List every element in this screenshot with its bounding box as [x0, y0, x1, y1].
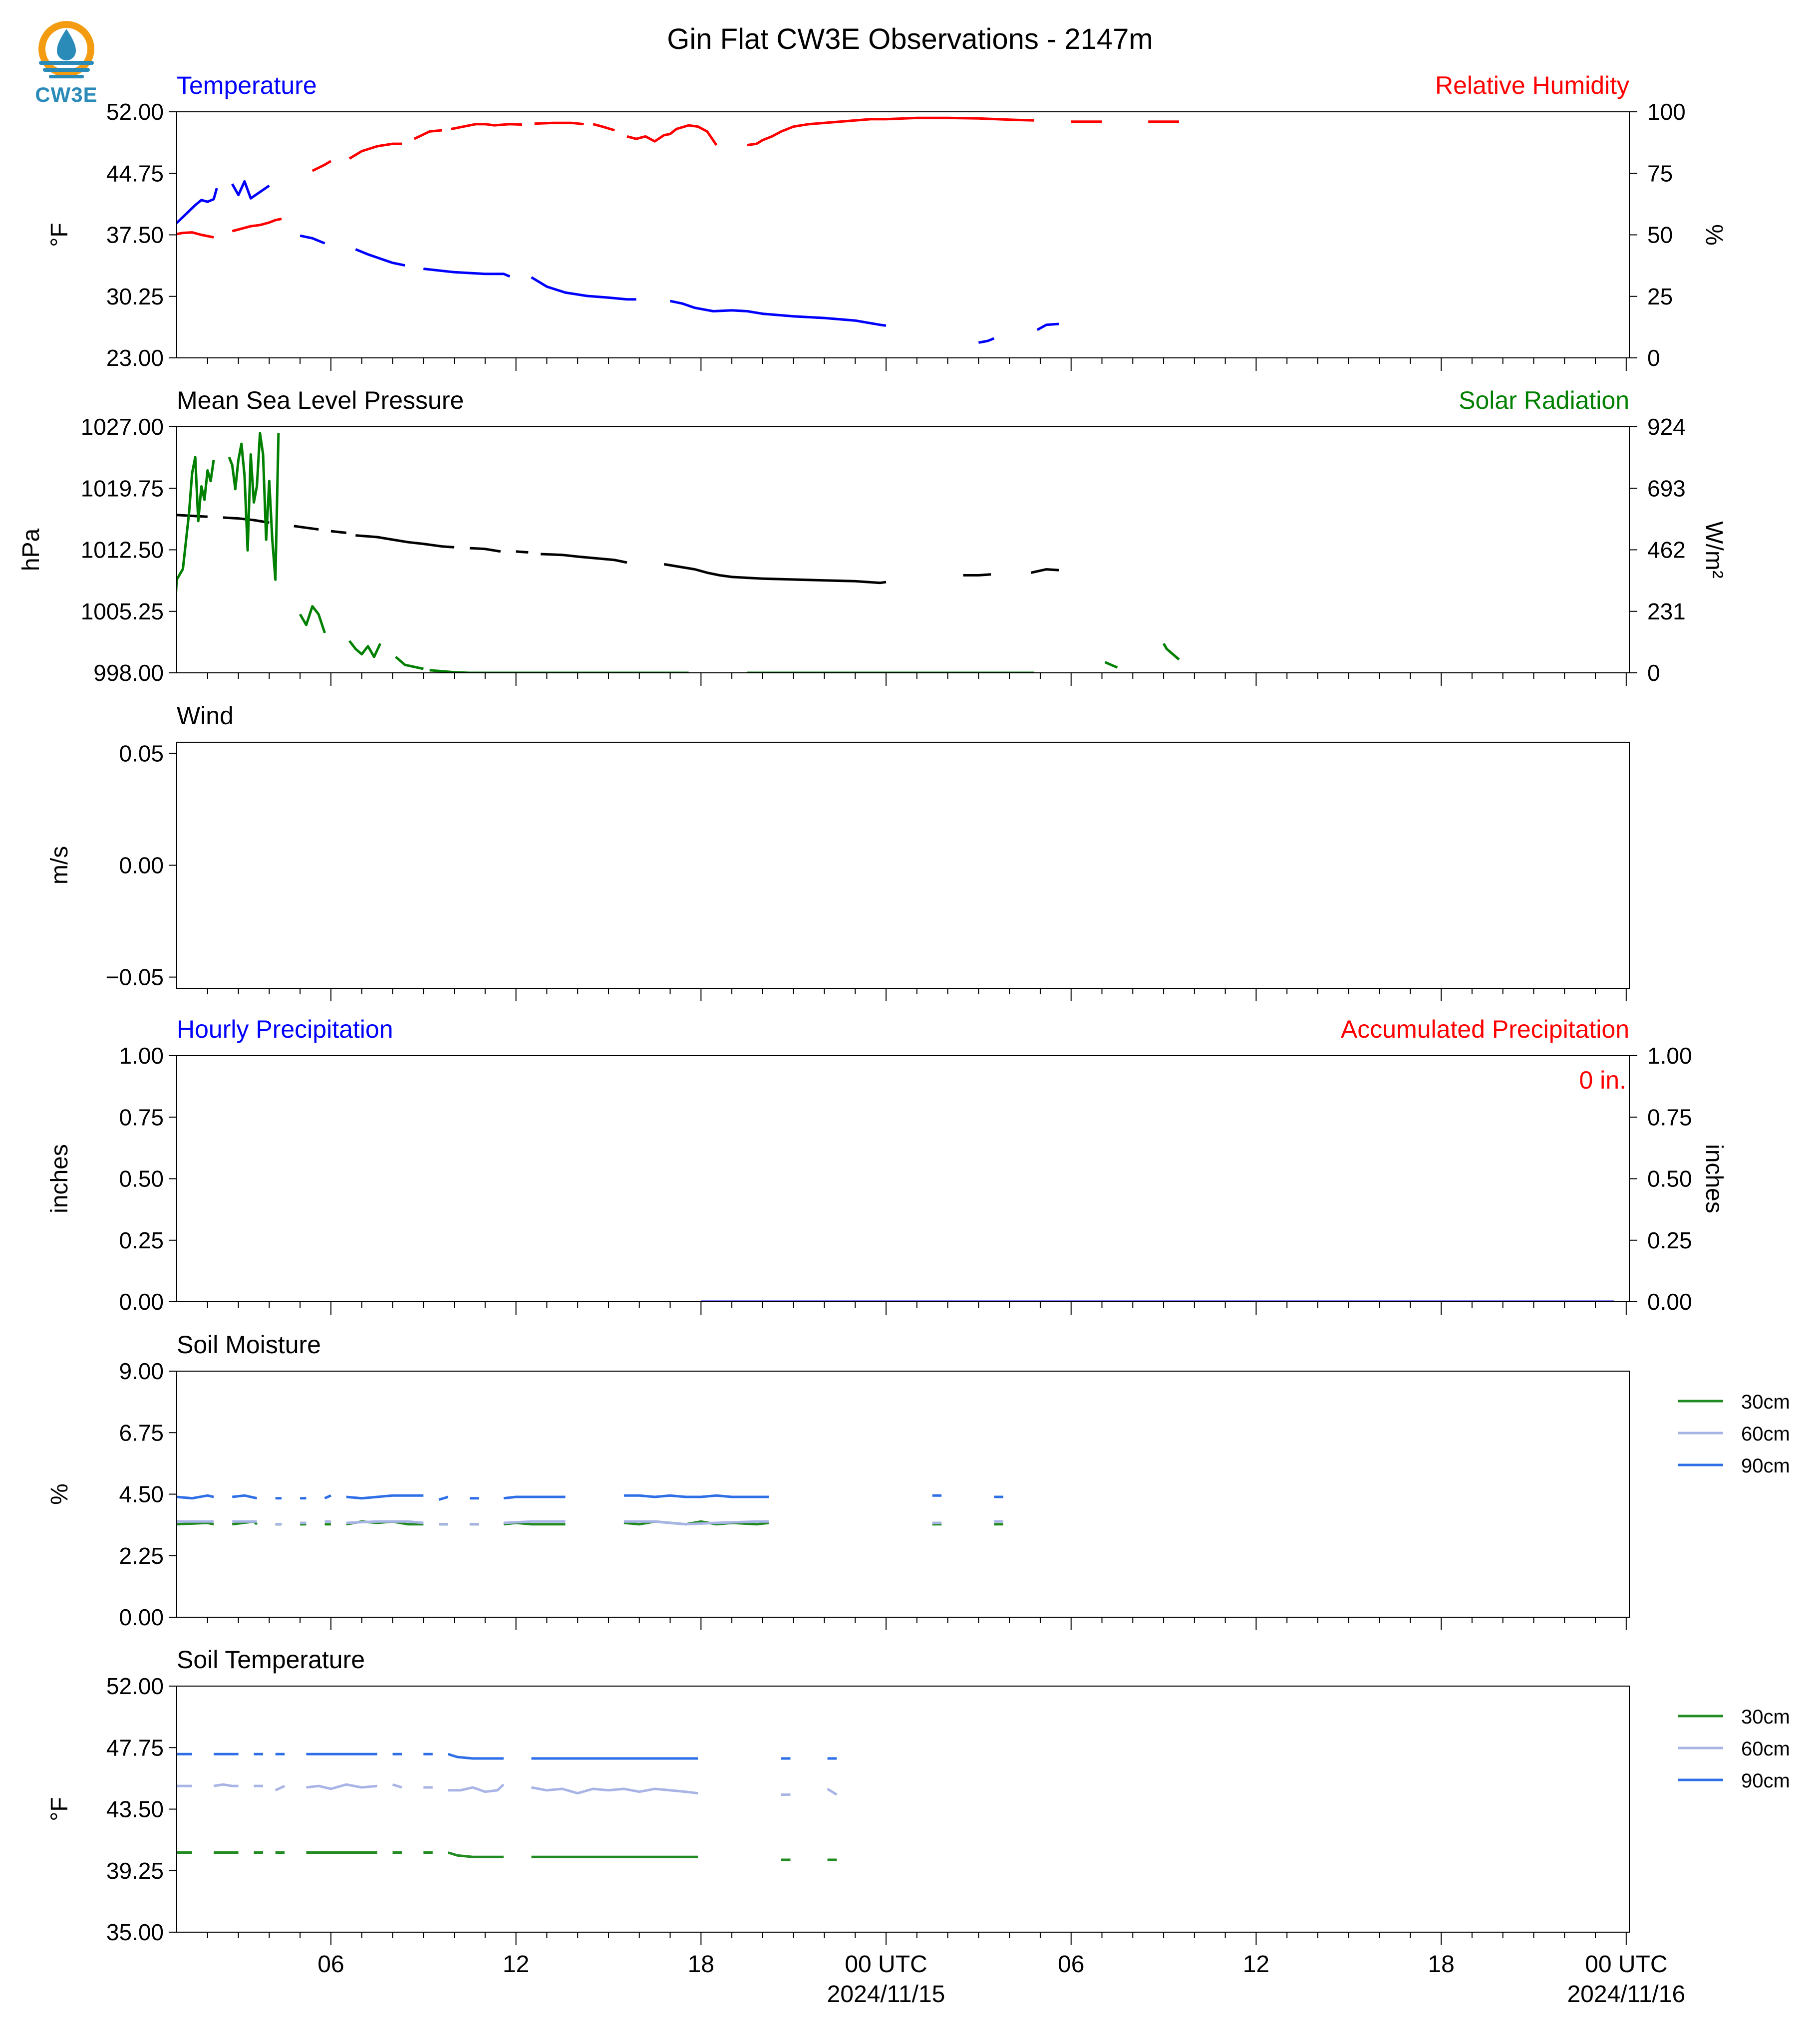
x-tick-label: 00 UTC: [1585, 1951, 1668, 1978]
y-tick-label: 39.25: [106, 1857, 164, 1884]
plot-frame: [177, 742, 1629, 988]
series-line-90cm-1: [232, 1495, 257, 1498]
y-right-tick-label: 25: [1647, 283, 1673, 309]
x-tick-label: 06: [317, 1951, 344, 1978]
y-tick-label: 2.25: [119, 1542, 164, 1569]
y-right-tick-label: 75: [1647, 160, 1673, 187]
y-tick-label: 0.00: [119, 1289, 164, 1315]
y-tick-label: 37.50: [106, 222, 164, 248]
legend-label: 30cm: [1741, 1706, 1790, 1728]
y-tick-label: 0.00: [119, 852, 164, 878]
series-line-60cm-10: [828, 1789, 837, 1795]
y-tick-label: 0.05: [119, 740, 164, 767]
y-tick-label: 1.00: [119, 1043, 164, 1069]
legend-label: 60cm: [1741, 1738, 1790, 1760]
y-axis-label: °F: [46, 223, 73, 247]
x-tick-label: 00 UTC: [845, 1951, 927, 1978]
y-right-tick-label: 0.25: [1647, 1227, 1692, 1253]
series-line-60cm-7: [448, 1784, 504, 1792]
series-line-s1-2: [300, 606, 325, 633]
series-line-s1-5: [451, 124, 522, 129]
y-tick-label: 9.00: [119, 1358, 164, 1384]
y-tick-label: 52.00: [106, 1673, 164, 1699]
panel-title-right: Relative Humidity: [1435, 71, 1629, 99]
series-line-s1-7: [1105, 662, 1118, 668]
legend-label: 90cm: [1741, 1455, 1790, 1477]
series-line-60cm-5: [393, 1784, 402, 1787]
legend-label: 30cm: [1741, 1391, 1790, 1413]
y-right-tick-label: 0.50: [1647, 1165, 1692, 1192]
series-line-s0-5: [532, 278, 636, 299]
series-line-30cm-0: [146, 1523, 214, 1524]
panel-3: [46, 702, 1629, 1001]
y-right-tick-label: 0.75: [1647, 1104, 1692, 1131]
series-line-90cm-7: [448, 1754, 504, 1758]
y-tick-label: 1019.75: [80, 475, 164, 502]
x-tick-label: 12: [1242, 1951, 1270, 1978]
panel-5: [46, 1331, 1790, 1630]
y-right-tick-label: 100: [1647, 99, 1686, 125]
series-line-90cm-5: [346, 1495, 424, 1498]
series-line-s1-2: [312, 161, 331, 171]
y-tick-label: 23.00: [106, 345, 164, 371]
y-right-tick-label: 1.00: [1647, 1043, 1692, 1069]
panel-title-right: Solar Radiation: [1459, 386, 1629, 414]
panel-4: [46, 1015, 1727, 1315]
series-line-s0-6: [516, 552, 529, 553]
y-tick-label: 52.00: [106, 99, 164, 125]
series-line-s1-9: [747, 118, 1034, 145]
legend-label: 60cm: [1741, 1423, 1790, 1445]
y-tick-label: 6.75: [119, 1420, 164, 1446]
panel-1: [46, 71, 1727, 371]
panel-title-left: Hourly Precipitation: [177, 1015, 393, 1043]
y-tick-label: 44.75: [106, 160, 164, 187]
series-line-90cm-4: [325, 1495, 331, 1498]
plot-frame: [177, 1686, 1629, 1932]
x-date-label: 2024/11/16: [1567, 1981, 1686, 2008]
y-tick-label: 0.00: [119, 1604, 164, 1630]
series-line-60cm-3: [276, 1786, 285, 1790]
series-line-s1-4: [396, 657, 424, 669]
y-tick-label: −0.05: [105, 964, 164, 990]
y-tick-label: 30.25: [106, 283, 164, 309]
x-tick-label: 18: [1428, 1951, 1455, 1978]
y-right-tick-label: 231: [1647, 598, 1686, 624]
series-line-60cm-8: [504, 1521, 566, 1523]
chart-title: Gin Flat CW3E Observations - 2147m: [667, 23, 1153, 55]
series-line-s0-2: [294, 526, 318, 530]
series-line-60cm-4: [306, 1784, 377, 1789]
series-line-60cm-1: [214, 1784, 239, 1786]
series-line-s1-7: [593, 124, 614, 130]
series-line-s0-4: [423, 269, 510, 277]
y-right-axis-label: inches: [1701, 1144, 1727, 1213]
series-line-s1-8: [1164, 643, 1179, 659]
y-tick-label: 0.75: [119, 1104, 164, 1131]
panel-title-left: Soil Moisture: [177, 1331, 321, 1359]
series-line-s1-3: [349, 144, 402, 159]
y-tick-label: 0.50: [119, 1165, 164, 1192]
y-tick-label: 0.25: [119, 1227, 164, 1253]
series-line-s0-8: [664, 564, 886, 582]
y-right-axis-label: W/m²: [1701, 521, 1727, 579]
y-tick-label: 4.50: [119, 1481, 164, 1507]
series-line-s0-2: [300, 236, 325, 243]
series-line-s0-10: [1031, 570, 1059, 573]
series-line-s0-1: [232, 181, 269, 198]
y-tick-label: 43.50: [106, 1796, 164, 1822]
x-tick-label: 06: [1058, 1951, 1085, 1978]
series-line-s1-1: [232, 219, 282, 232]
x-date-label: 2024/11/15: [827, 1981, 945, 2008]
series-line-s1-4: [414, 130, 442, 139]
logo-text: CW3E: [35, 83, 98, 106]
y-right-tick-label: 693: [1647, 475, 1686, 502]
y-tick-label: 47.75: [106, 1735, 164, 1761]
y-tick-label: 998.00: [93, 660, 164, 686]
y-right-tick-label: 0: [1647, 660, 1660, 686]
y-tick-label: 1012.50: [80, 537, 164, 563]
panel-2: [18, 386, 1727, 686]
series-line-s0-8: [1037, 324, 1059, 330]
x-tick-label: 18: [687, 1951, 715, 1978]
y-axis-label: m/s: [46, 846, 73, 885]
cw3e-logo: [29, 18, 104, 105]
series-line-60cm-8: [532, 1787, 698, 1793]
y-right-axis-label: %: [1701, 224, 1727, 246]
series-line-s0-3: [331, 531, 346, 533]
series-line-s1-6: [535, 123, 584, 124]
y-right-tick-label: 0.00: [1647, 1289, 1692, 1315]
panel-title-right: Accumulated Precipitation: [1340, 1015, 1629, 1043]
y-right-tick-label: 0: [1647, 345, 1660, 371]
panel-title-left: Wind: [177, 702, 234, 730]
series-line-90cm-9: [624, 1495, 769, 1497]
series-line-30cm-7: [448, 1853, 504, 1857]
precip-total-annotation: 0 in.: [1579, 1066, 1626, 1094]
series-line-90cm-8: [504, 1497, 566, 1498]
legend-label: 90cm: [1741, 1770, 1790, 1792]
series-line-s1-8: [627, 125, 716, 145]
series-line-s0-4: [355, 536, 454, 548]
series-line-s0-3: [355, 249, 405, 265]
series-line-90cm-6: [439, 1497, 448, 1500]
series-line-s0-6: [670, 301, 887, 325]
logo-icon: [29, 18, 104, 83]
series-line-s1-1: [229, 433, 279, 580]
plot-frame: [177, 112, 1629, 358]
plot-frame: [177, 427, 1629, 673]
plot-frame: [177, 1371, 1629, 1617]
y-tick-label: 1005.25: [80, 598, 164, 624]
series-line-s0-7: [978, 338, 994, 343]
y-axis-label: hPa: [18, 528, 44, 572]
panel-title-left: Mean Sea Level Pressure: [177, 386, 464, 414]
series-line-s0-7: [541, 554, 627, 563]
y-right-tick-label: 924: [1647, 414, 1686, 440]
y-tick-label: 1027.00: [80, 414, 164, 440]
panel-title-left: Temperature: [177, 71, 317, 99]
panel-6: [46, 1646, 1790, 1945]
y-tick-label: 35.00: [106, 1919, 164, 1945]
x-tick-label: 12: [502, 1951, 530, 1978]
plot-frame: [177, 1056, 1629, 1302]
y-right-tick-label: 50: [1647, 222, 1673, 248]
y-axis-label: inches: [46, 1144, 73, 1213]
series-line-60cm-0: [146, 1786, 192, 1787]
y-right-tick-label: 462: [1647, 537, 1686, 563]
y-axis-label: °F: [46, 1797, 73, 1821]
series-line-s0-9: [963, 575, 991, 576]
y-axis-label: %: [46, 1483, 73, 1505]
series-line-s1-3: [349, 641, 380, 657]
series-line-60cm-5: [346, 1521, 424, 1523]
panel-title-left: Soil Temperature: [177, 1646, 365, 1674]
series-line-s0-5: [470, 548, 501, 552]
